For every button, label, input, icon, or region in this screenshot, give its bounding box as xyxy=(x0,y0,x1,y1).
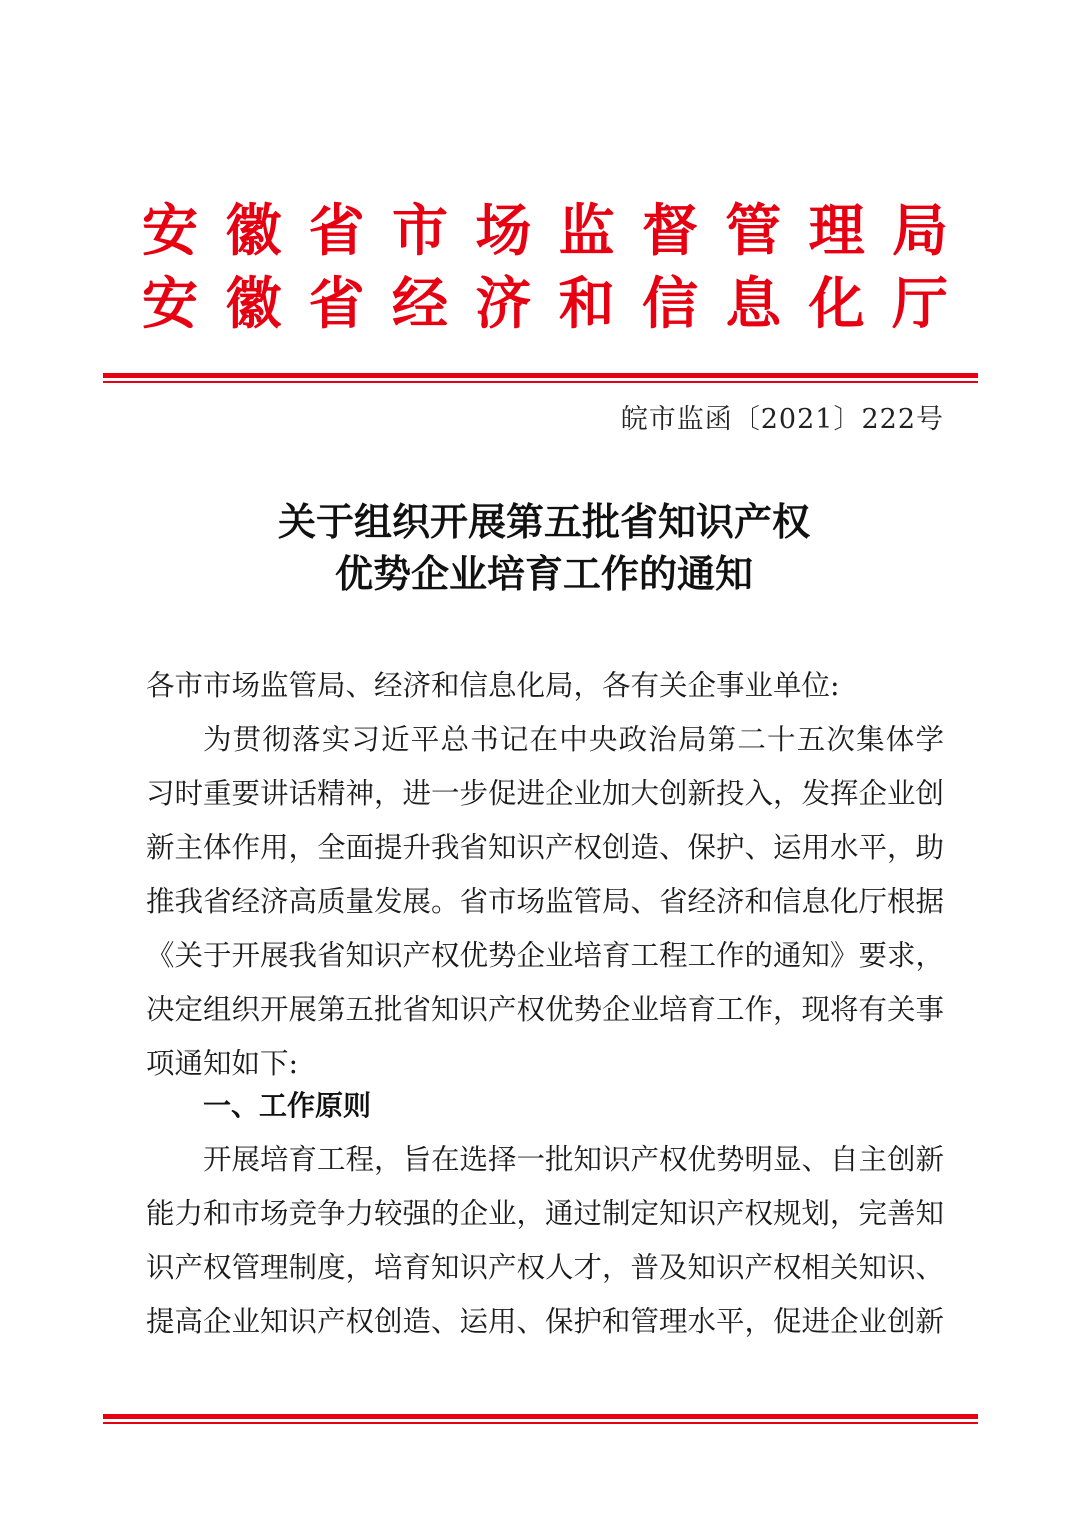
letterhead-char: 信 xyxy=(641,272,698,337)
letterhead-char: 济 xyxy=(475,272,532,337)
letterhead-char: 局 xyxy=(891,199,948,264)
salutation-text: 各市市场监管局、经济和信息化局，各有关企事业单位: xyxy=(146,669,840,702)
letterhead-char: 徽 xyxy=(225,199,282,264)
document-number: 皖市监函〔2021〕222号 xyxy=(620,404,944,435)
paragraph-line: 开展培育工程，旨在选择一批知识产权优势明显、自主创新 xyxy=(203,1143,945,1176)
paragraph-work-principles xyxy=(146,1133,944,1349)
letterhead-char: 化 xyxy=(808,272,865,337)
letterhead-char: 徽 xyxy=(225,272,282,337)
top-red-divider xyxy=(103,373,978,383)
letterhead-char: 和 xyxy=(558,272,615,337)
paragraph-line: 识产权管理制度，培育知识产权人才，普及知识产权相关知识、 xyxy=(146,1251,945,1284)
paragraph-line: 习时重要讲话精神，进一步促进企业加大创新投入，发挥企业创 xyxy=(146,777,945,810)
document-title-line-2: 优势企业培育工作的通知 xyxy=(334,551,753,596)
letterhead-char: 厅 xyxy=(891,272,948,337)
divider-thin-line xyxy=(103,1422,978,1424)
letterhead-char: 场 xyxy=(475,199,532,264)
paragraph-line: 项通知如下: xyxy=(146,1047,299,1080)
section-heading-work-principles: 一、工作原则 xyxy=(203,1089,372,1122)
document-title-line-1: 关于组织开展第五批省知识产权 xyxy=(277,499,810,544)
letterhead-char: 督 xyxy=(641,199,698,264)
letterhead-char: 监 xyxy=(558,199,615,264)
letterhead-char: 省 xyxy=(308,272,365,337)
paragraph-line: 决定组织开展第五批省知识产权优势企业培育工作，现将有关事 xyxy=(146,993,945,1026)
letterhead-char: 市 xyxy=(391,199,448,264)
letterhead-char: 理 xyxy=(808,199,865,264)
letterhead-char: 经 xyxy=(391,272,448,337)
paragraph-line: 能力和市场竞争力较强的企业，通过制定知识产权规划，完善知 xyxy=(146,1197,945,1230)
paragraph-line: 提高企业知识产权创造、运用、保护和管理水平，促进企业创新 xyxy=(146,1305,945,1338)
letterhead-line-market-supervision xyxy=(140,199,950,265)
paragraph-line: 为贯彻落实习近平总书记在中央政治局第二十五次集体学 xyxy=(203,723,944,756)
letterhead-line-economy-it xyxy=(140,272,950,338)
divider-thin-line xyxy=(103,381,978,383)
salutation xyxy=(146,659,944,713)
letterhead-char: 管 xyxy=(725,199,782,264)
paragraph-line: 新主体作用，全面提升我省知识产权创造、保护、运用水平，助 xyxy=(146,831,945,864)
letterhead-char: 息 xyxy=(725,272,782,337)
letterhead-char: 安 xyxy=(142,272,198,337)
paragraph-line: 推我省经济高质量发展。省市场监管局、省经济和信息化厅根据 xyxy=(146,885,945,918)
paragraph-intro xyxy=(146,713,944,1091)
letterhead-char: 省 xyxy=(308,199,365,264)
letterhead-char: 安 xyxy=(142,199,198,264)
bottom-red-divider xyxy=(103,1414,978,1424)
paragraph-line: 《关于开展我省知识产权优势企业培育工程工作的通知》要求， xyxy=(146,939,945,972)
